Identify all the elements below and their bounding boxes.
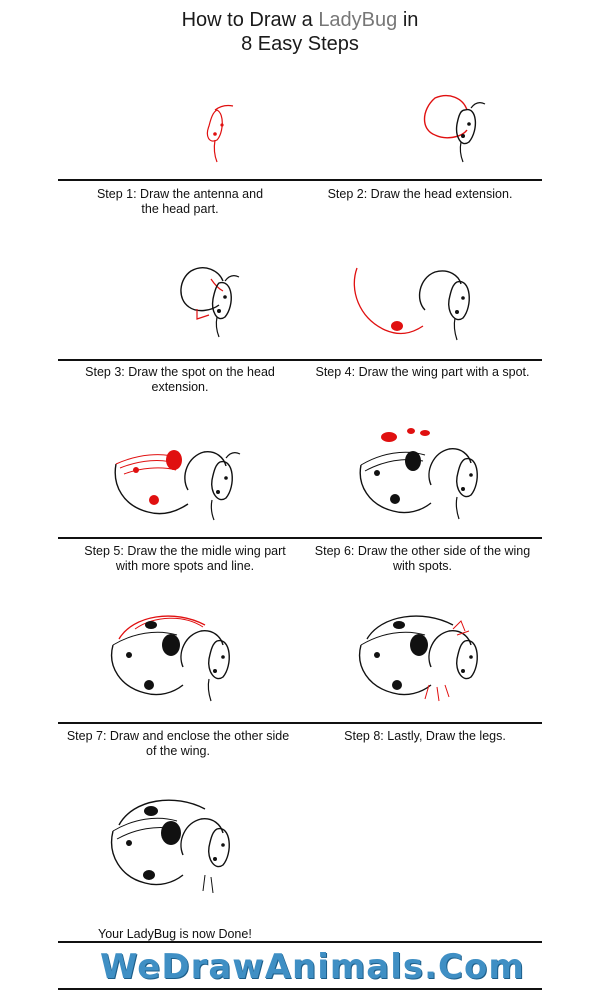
caption-line: Step 2: Draw the head extension. [327, 187, 513, 201]
step7-caption [58, 729, 298, 759]
step5-drawing [108, 440, 248, 535]
final-ladybug-drawing [105, 785, 245, 900]
title-line2: 8 Easy Steps [241, 33, 359, 55]
caption-line: Step 5: Draw the the midle wing part [84, 544, 286, 558]
caption-line: Step 3: Draw the spot on the head [85, 365, 275, 379]
step8-drawing [353, 605, 493, 705]
title-text: How to Draw a [181, 9, 319, 31]
step-divider [58, 722, 542, 724]
step6-caption [305, 544, 540, 574]
caption-line: extension. [151, 380, 209, 394]
title-suffix: in [397, 9, 419, 31]
final-caption: Your LadyBug is now Done! [98, 927, 252, 941]
caption-line: Step 6: Draw the other side of the wing [314, 544, 531, 558]
site-logo: WeDrawAnimals.Com [100, 947, 525, 987]
step8-caption [315, 729, 535, 744]
step-divider [58, 537, 542, 539]
step7-drawing [105, 605, 245, 705]
step3-caption [70, 365, 290, 395]
caption-line: the head part. [141, 202, 219, 216]
step3-drawing [175, 265, 245, 340]
footer-divider [58, 941, 542, 943]
step2-drawing [415, 90, 495, 165]
step1-caption [80, 187, 280, 217]
step4-caption [305, 365, 540, 380]
step-divider [58, 179, 542, 181]
step4-drawing [345, 260, 480, 345]
step2-caption [310, 187, 530, 202]
caption-line: Step 7: Draw and enclose the other side [66, 729, 290, 743]
page-title [0, 8, 600, 56]
step1-drawing [195, 100, 255, 170]
caption-line: of the wing. [146, 744, 210, 758]
title-highlight: LadyBug [318, 9, 398, 31]
footer-divider-bottom [58, 988, 542, 990]
caption-line: Step 1: Draw the antenna and [96, 187, 264, 201]
caption-line: with spots. [392, 559, 453, 573]
caption-line: Step 4: Draw the wing part with a spot. [315, 365, 530, 379]
step6-drawing [355, 425, 490, 530]
caption-line: with more spots and line. [115, 559, 255, 573]
step-divider [58, 359, 542, 361]
caption-line: Step 8: Lastly, Draw the legs. [344, 729, 506, 743]
step5-caption [70, 544, 300, 574]
